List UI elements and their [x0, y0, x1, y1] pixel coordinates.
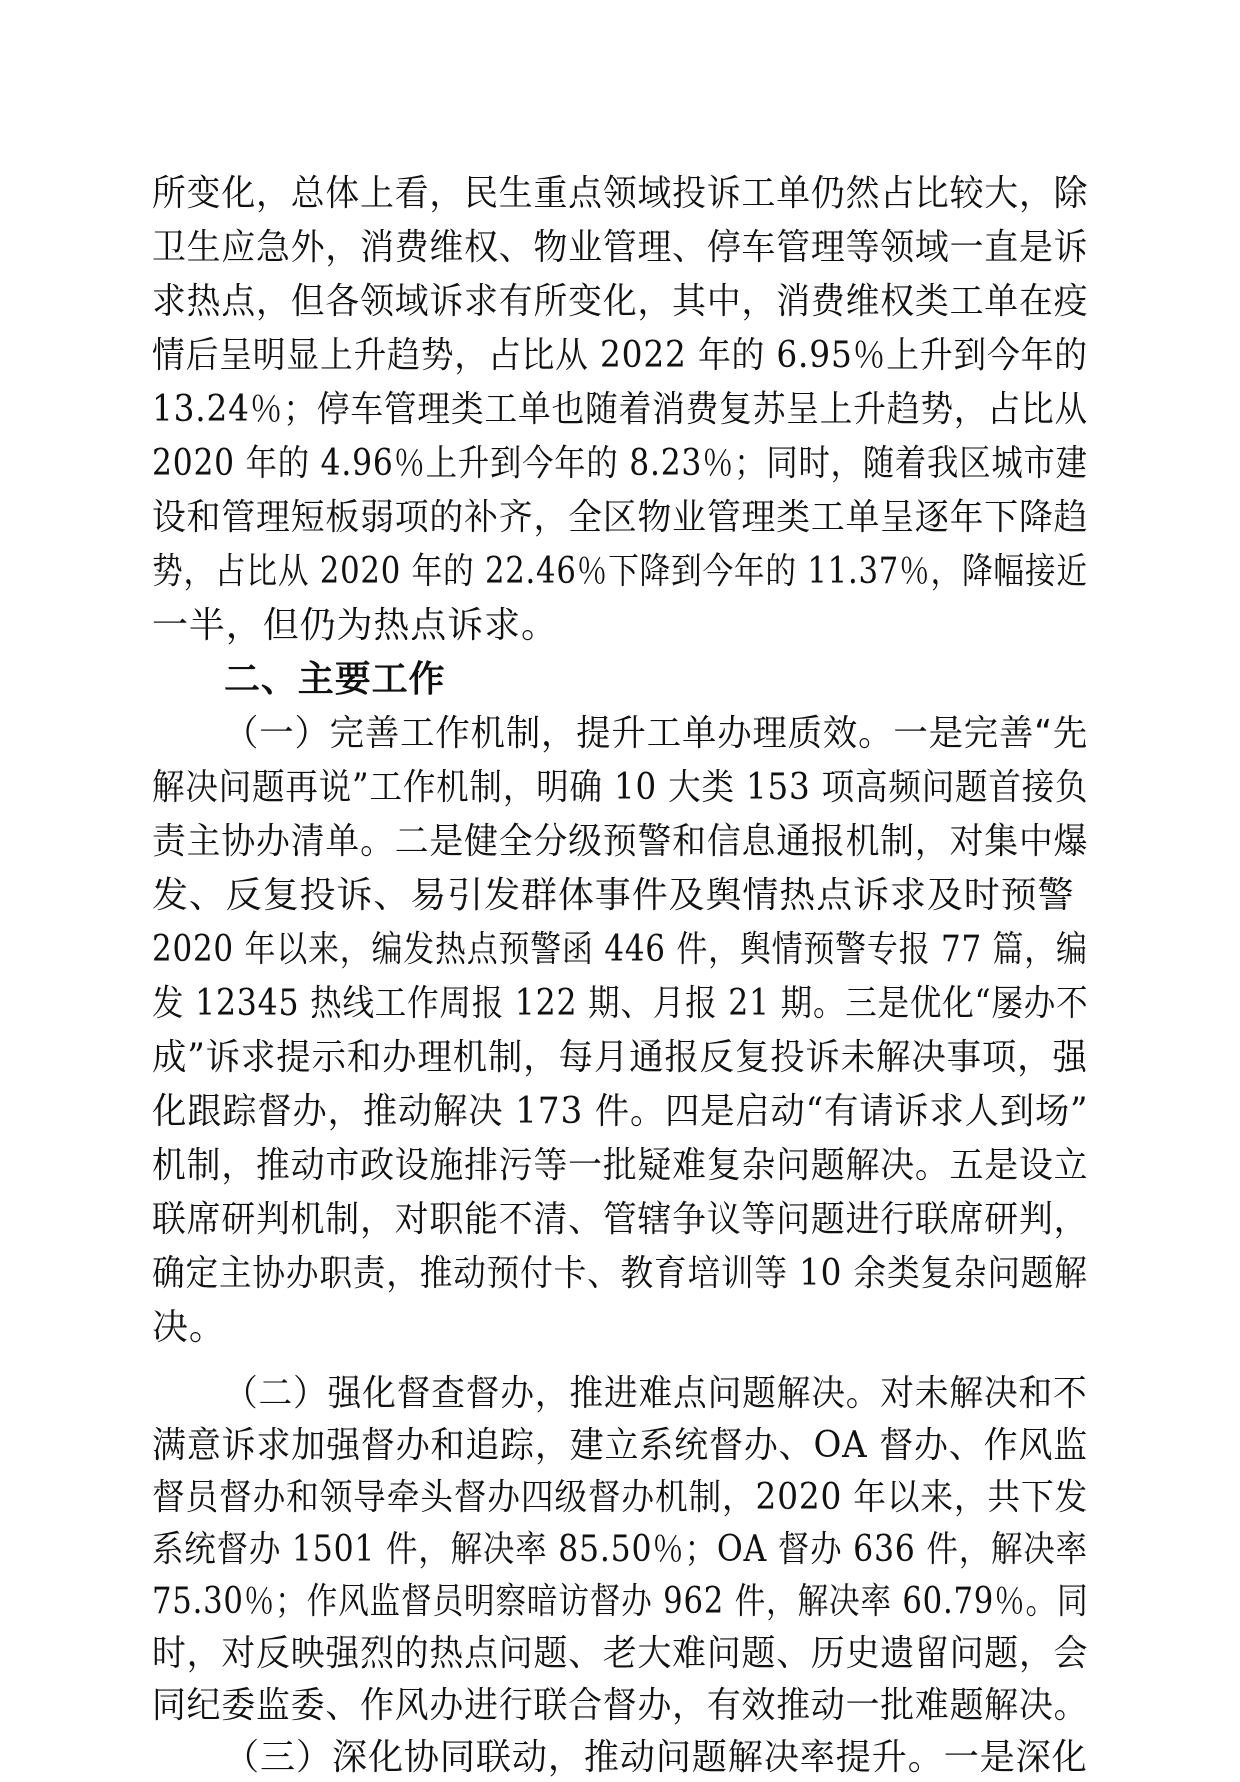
body-line: 卫生应急外，消费维权、物业管理、停车管理等领域一直是诉	[152, 227, 1089, 268]
body-line: 满意诉求加强督办和追踪，建立系统督办、OA 督办、作风监	[152, 1425, 1089, 1466]
body-line: 求热点，但各领域诉求有所变化，其中，消费维权类工单在疫	[152, 281, 1089, 322]
body-line: 一半，但仍为热点诉求。	[152, 605, 558, 646]
body-line: 机制，推动市政设施排污等一批疑难复杂问题解决。五是设立	[152, 1145, 1089, 1186]
subsection-line: （一）完善工作机制，提升工单办理质效。一是完善“先	[224, 713, 1089, 754]
body-line: 系统督办 1501 件，解决率 85.50％；OA 督办 636 件，解决率	[152, 1529, 1088, 1570]
body-line: 所变化，总体上看，民生重点领域投诉工单仍然占比较大，除	[152, 173, 1089, 214]
body-line: 情后呈明显上升趋势，占比从 2022 年的 6.95％上升到今年的	[152, 335, 1088, 376]
body-line: 13.24％；停车管理类工单也随着消费复苏呈上升趋势，占比从	[152, 389, 1089, 430]
body-line: 决。	[152, 1307, 226, 1348]
body-line: 设和管理短板弱项的补齐，全区物业管理类工单呈逐年下降趋	[152, 497, 1089, 538]
body-line: 确定主协办职责，推动预付卡、教育培训等 10 余类复杂问题解	[152, 1253, 1088, 1294]
section-heading: 二、主要工作	[224, 659, 446, 700]
body-line: 化跟踪督办，推动解决 173 件。四是启动“有请诉求人到场”	[152, 1091, 1089, 1132]
body-line: 联席研判机制，对职能不清、管辖争议等问题进行联席研判，	[152, 1199, 1089, 1240]
body-line: 督员督办和领导牵头督办四级督办机制，2020 年以来，共下发	[152, 1477, 1089, 1518]
body-line: 2020 年的 4.96％上升到今年的 8.23％；同时，随着我区城市建	[152, 443, 1088, 484]
body-line: 解决问题再说”工作机制，明确 10 大类 153 项高频问题首接负	[152, 767, 1089, 808]
body-line: 75.30％；作风监督员明察暗访督办 962 件，解决率 60.79％。同	[152, 1581, 1089, 1622]
body-line: 发、反复投诉、易引发群体事件及舆情热点诉求及时预警	[152, 875, 1075, 916]
body-line: 2020 年以来，编发热点预警函 446 件，舆情预警专报 77 篇，编	[152, 929, 1088, 970]
body-line: 时，对反映强烈的热点问题、老大难问题、历史遗留问题，会	[152, 1633, 1089, 1674]
body-line: 责主协办清单。二是健全分级预警和信息通报机制，对集中爆	[152, 821, 1089, 862]
body-line: 势，占比从 2020 年的 22.46％下降到今年的 11.37％，降幅接近	[152, 551, 1088, 592]
body-line: 发 12345 热线工作周报 122 期、月报 21 期。三是优化“屡办不	[152, 983, 1089, 1024]
body-line: 成”诉求提示和办理机制，每月通报反复投诉未解决事项，强	[152, 1037, 1088, 1078]
body-line: 同纪委监委、作风办进行联合督办，有效推动一批难题解决。	[152, 1685, 1089, 1726]
subsection-line: （二）强化督查督办，推进难点问题解决。对未解决和不	[224, 1373, 1088, 1414]
subsection-line: （三）深化协同联动，推动问题解决率提升。一是深化	[224, 1737, 1088, 1778]
